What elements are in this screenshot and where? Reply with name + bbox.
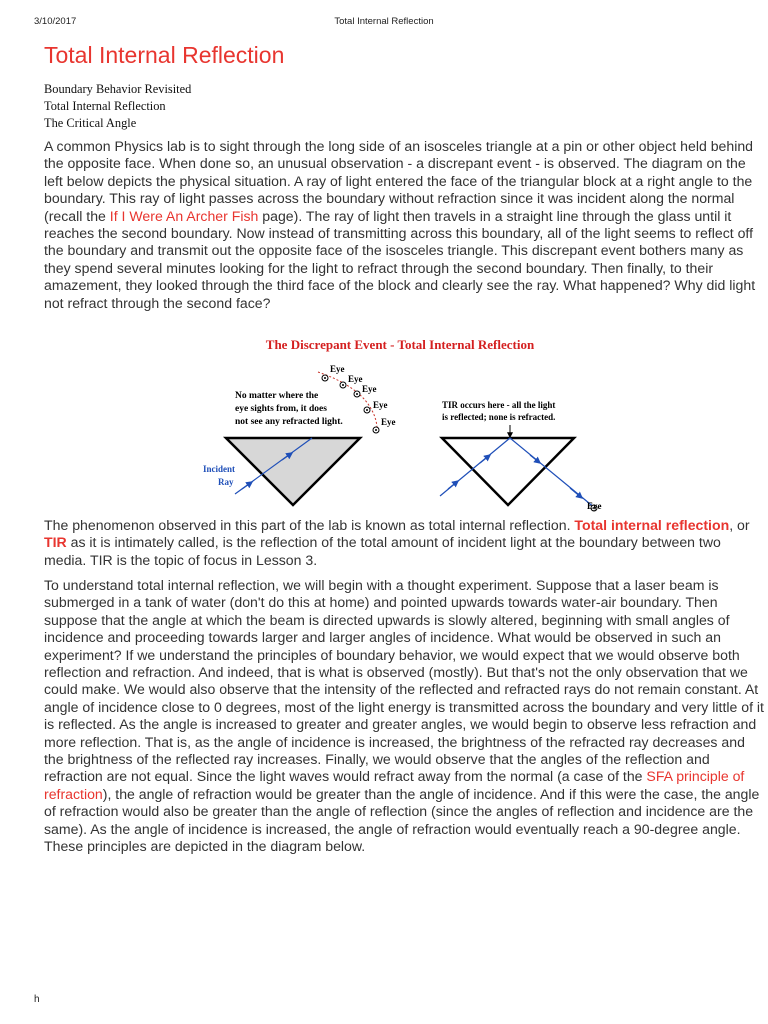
link-critical-angle[interactable]: The Critical Angle	[44, 116, 137, 130]
paragraph-thought-text-1: To understand total internal reflection, we will begin with a thought experiment. Suppose that a laser beam is submerged in a tank of water (don't do this at home) and pointed upwards towards water-air boundary. Then suppose that the angle at which the beam is directed upwards is slowly altered, beginning with small angles of incidence and proceeding towards larger and larger angles of incidence. What would be observed in such an experiment? If we understand the principles of boundary behavior, we would expect that we would observe both reflection and refraction. And indeed, that is what is observed (mostly). But that's not the only observation that we could make. We would also observe that the intensity of the reflected and refracted rays do not remain constant. At angle of incidence close to 0 degrees, most of the light energy is transmitted across the boundary and very little of it is reflected. As the angle is increased to greater and greater angles, we would begin to observe less refraction and more reflection. That is, as the angle of incidence is increased, the brightness of the refracted ray decreases and the brightness of the reflected ray increases. Finally, we would observe that the angles of the reflection and refraction are not equal. Since the light waves would refract away from the normal (a case of the	[44, 577, 764, 785]
eye-marker-2	[340, 374, 363, 388]
paragraph-intro-text-2: page). The ray of light then travels in a straight line through the glass until it reaches the second boundary. Now instead of transmitting across this boundary, all of the light seems to reflect off the boundary and transmit out the opposite face of the isosceles triangle. This discrepant event bothers many as they spend several minutes looking for the light to refract through the second boundary. Then finally, to their amazement, they looked through the third face of the block and clearly see the ray. What happened? Why did light not refract through the second face?	[44, 207, 756, 311]
print-footer: h	[34, 994, 40, 1005]
right-incident-arrow	[448, 481, 458, 489]
paragraph-tir-text-3: as it is intimately called, is the reflection of the total amount of incident light at the boundary between two media. TIR is the topic of focus in Lesson 3.	[44, 534, 721, 568]
archer-fish-link[interactable]: If I Were An Archer Fish	[109, 207, 259, 224]
incident-label: Incident	[203, 464, 236, 474]
right-note-line-2: is reflected; none is refracted.	[442, 412, 556, 422]
page-title: Total Internal Reflection	[44, 42, 285, 68]
eye-marker-3	[354, 384, 377, 397]
right-prism	[442, 438, 574, 505]
tir-term: Total internal reflection	[574, 517, 730, 533]
eye-label-1: Eye	[330, 364, 345, 374]
print-title: Total Internal Reflection	[334, 16, 434, 27]
eye-label-3: Eye	[362, 384, 377, 394]
left-prism	[226, 438, 360, 505]
right-eye-label: Eye	[587, 501, 602, 511]
left-incident-arrow	[242, 482, 252, 489]
eye-label-4: Eye	[373, 400, 388, 410]
discrepant-event-diagram	[190, 358, 620, 518]
ray-label: Ray	[218, 477, 234, 487]
paragraph-tir-text-1: The phenomenon observed in this part of the lab is known as total internal reflection.	[44, 517, 575, 533]
tir-abbrev: TIR	[44, 534, 67, 551]
paragraph-intro-text-1: A common Physics lab is to sight through the long side of an isosceles triangle at a pin or other object held behind the opposite face. When done so, an unusual observation - a discrepant event - is observed. The diagram on the left below depicts the physical situation. A ray of light entered the face of the triangular block at a right angle to the boundary. This ray of light passes across the boundary without refraction since it was incident along the normal (recall the	[44, 138, 754, 224]
eye-label-5: Eye	[381, 417, 396, 427]
figure-title: The Discrepant Event - Total Internal Reflection	[265, 337, 535, 352]
paragraph-tir-definition	[44, 517, 766, 569]
left-note-line-2: eye sights from, it does	[235, 404, 327, 414]
right-eye-marker	[587, 501, 602, 511]
link-boundary-behavior-revisited[interactable]: Boundary Behavior Revisited	[44, 82, 192, 96]
paragraph-intro	[44, 138, 766, 312]
left-note-line-3: not see any refracted light.	[235, 417, 343, 427]
eye-marker-4	[364, 400, 388, 413]
sfa-principle-link[interactable]: SFA principle of refraction	[44, 768, 745, 802]
right-panel	[440, 400, 602, 511]
right-note-line-1: TIR occurs here - all the light	[442, 400, 556, 410]
paragraph-tir-text-2: , or	[729, 517, 750, 533]
eye-label-2: Eye	[348, 374, 363, 384]
paragraph-thought-experiment	[44, 577, 766, 856]
link-total-internal-reflection[interactable]: Total Internal Reflection	[44, 99, 166, 113]
left-panel	[203, 364, 396, 505]
section-links	[44, 81, 191, 132]
eye-marker-5	[373, 417, 396, 433]
right-exit-arrow	[570, 488, 582, 498]
print-date: 3/10/2017	[34, 16, 77, 27]
paragraph-thought-text-2: ), the angle of refraction would be greater than the angle of incidence. And if this were the case, the angle of refraction would also be greater than the angle of reflection (since the angles of reflection and incidence are the same). As the angle of incidence is increased, the angle of refraction would eventually reach a 90-degree angle. These principles are depicted in the diagram below.	[44, 785, 760, 855]
left-note-line-1: No matter where the	[235, 391, 319, 401]
